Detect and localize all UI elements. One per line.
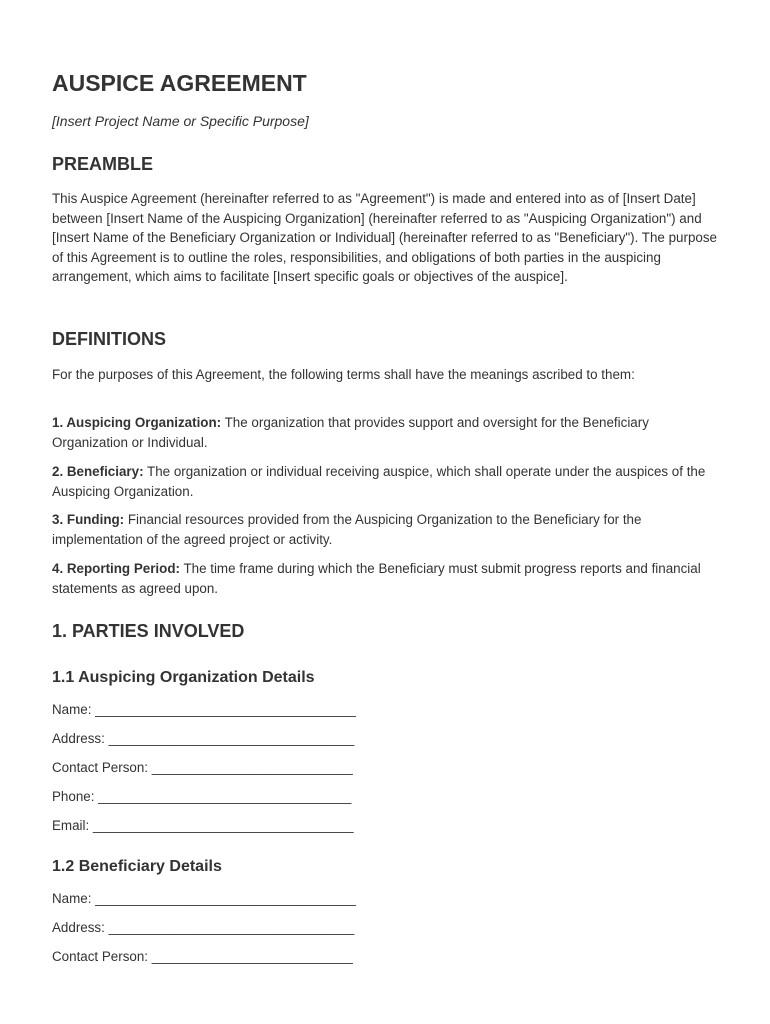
auspicing-address-field: Address: _________________________________	[52, 731, 355, 746]
beneficiary-contact-field: Contact Person: ___________________________	[52, 949, 353, 964]
definition-term: 3. Funding:	[52, 512, 125, 527]
auspicing-phone-field: Phone: __________________________________	[52, 789, 352, 804]
beneficiary-address-field: Address: _________________________________	[52, 920, 355, 935]
beneficiary-details-heading: 1.2 Beneficiary Details	[52, 858, 222, 875]
definition-text: Financial resources provided from the Auspicing Organization to the Beneficiary for the implementation of the agreed project or activity.	[52, 512, 642, 547]
definitions-heading: DEFINITIONS	[52, 329, 167, 349]
definitions-intro: For the purposes of this Agreement, the following terms shall have the meanings ascribed to them:	[52, 367, 635, 382]
definition-item	[52, 462, 717, 501]
preamble-heading: PREAMBLE	[52, 154, 154, 174]
document-subtitle: [Insert Project Name or Specific Purpose]	[52, 113, 309, 129]
definition-term: 4. Reporting Period:	[52, 561, 180, 576]
definition-item	[52, 413, 717, 452]
auspicing-contact-field: Contact Person: ___________________________	[52, 760, 353, 775]
definition-text: The organization that provides support and oversight for the Beneficiary Organization or Individual.	[52, 415, 649, 450]
auspicing-email-field: Email: ___________________________________	[52, 818, 354, 833]
auspicing-details-heading: 1.1 Auspicing Organization Details	[52, 669, 315, 686]
definition-item	[52, 559, 717, 598]
definition-text: The organization or individual receiving auspice, which shall operate under the auspices of the Auspicing Organization.	[52, 464, 706, 499]
auspicing-name-field: Name: ___________________________________	[52, 702, 356, 717]
definition-text: The time frame during which the Beneficiary must submit progress reports and financial statements as agreed upon.	[52, 561, 701, 596]
preamble-text: This Auspice Agreement (hereinafter referred to as "Agreement") is made and entered into as of [Insert Date] between [Insert Name of the Auspicing Organization] (hereinafter referred to as "Auspicing Organization") and [Insert Name of the Beneficiary Organization or Individual] (hereinafter referred to as "Beneficiary"). The purpose of this Agreement is to outline the roles, responsibilities, and obligations of both parties in the auspicing arrangement, which aims to facilitate [Insert specific goals or objectives of the auspice].	[52, 191, 717, 285]
document-title: AUSPICE AGREEMENT	[52, 70, 307, 96]
beneficiary-name-field: Name: ___________________________________	[52, 891, 356, 906]
parties-heading: 1. PARTIES INVOLVED	[52, 621, 245, 641]
definition-term: 1. Auspicing Organization:	[52, 415, 222, 430]
definition-term: 2. Beneficiary:	[52, 464, 144, 479]
definition-item	[52, 510, 717, 549]
